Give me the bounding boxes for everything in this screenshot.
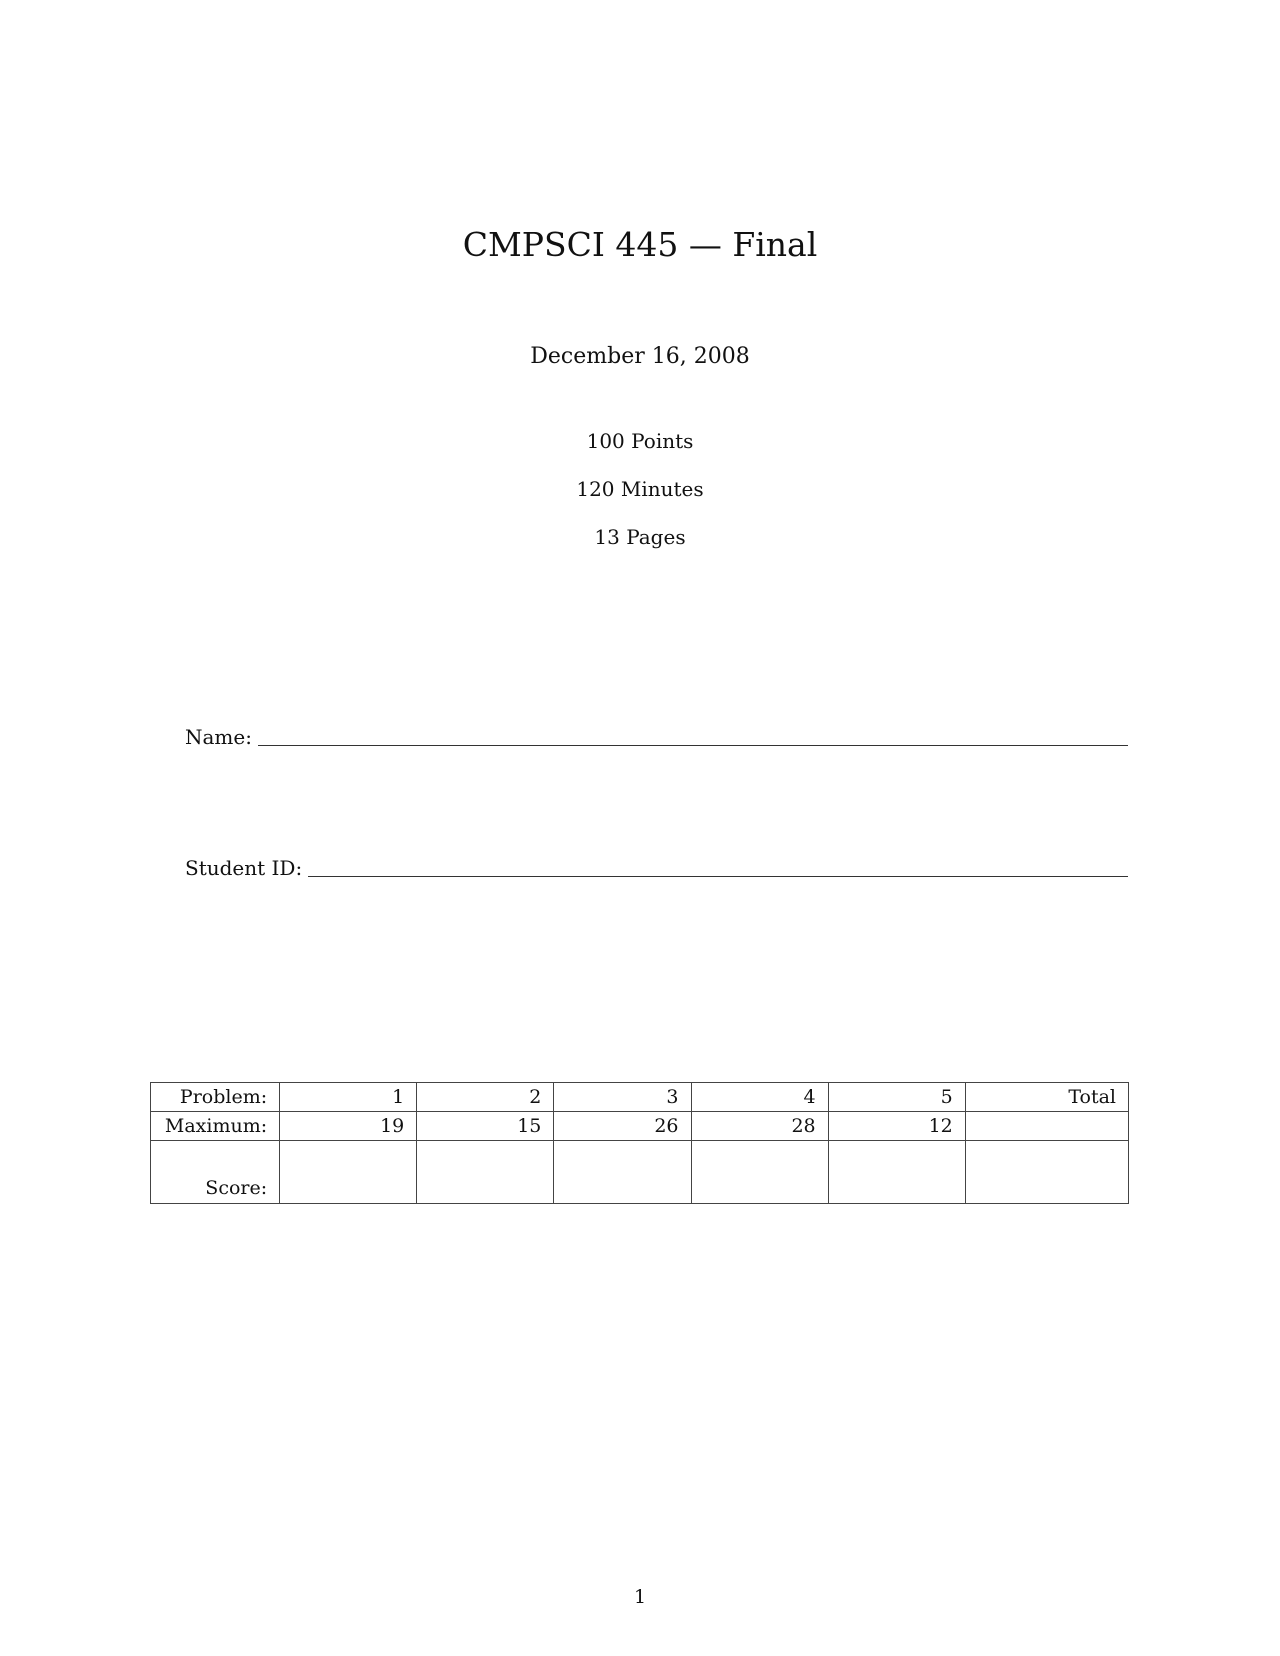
problem-number-cell: 5 <box>828 1083 965 1112</box>
maximum-points-cell: 19 <box>280 1112 417 1141</box>
total-maximum-cell <box>965 1112 1128 1141</box>
exam-page-count: 13 Pages <box>594 525 686 549</box>
name-field-row <box>185 727 1128 747</box>
score-row <box>151 1141 1129 1204</box>
page-number: 1 <box>633 1586 647 1608</box>
total-header-cell: Total <box>965 1083 1128 1112</box>
problem-number-cell: 4 <box>691 1083 828 1112</box>
exam-title: CMPSCI 445 — Final <box>462 225 818 264</box>
student-id-label: Student ID: <box>185 856 303 880</box>
total-score-cell[interactable] <box>965 1141 1128 1204</box>
score-entry-cell[interactable] <box>828 1141 965 1204</box>
maximum-row-label: Maximum: <box>151 1112 280 1141</box>
exam-points: 100 Points <box>586 429 694 453</box>
student-id-field-row <box>185 858 1128 878</box>
maximum-points-cell: 12 <box>828 1112 965 1141</box>
maximum-points-cell: 15 <box>417 1112 554 1141</box>
problem-number-cell: 3 <box>554 1083 691 1112</box>
problem-row <box>151 1083 1129 1112</box>
score-entry-cell[interactable] <box>554 1141 691 1204</box>
score-table <box>150 1082 1129 1204</box>
problem-number-cell: 1 <box>280 1083 417 1112</box>
exam-duration: 120 Minutes <box>576 477 704 501</box>
name-blank-line[interactable] <box>258 745 1128 746</box>
score-entry-cell[interactable] <box>417 1141 554 1204</box>
maximum-points-cell: 28 <box>691 1112 828 1141</box>
maximum-points-cell: 26 <box>554 1112 691 1141</box>
score-entry-cell[interactable] <box>691 1141 828 1204</box>
score-entry-cell[interactable] <box>280 1141 417 1204</box>
exam-date: December 16, 2008 <box>530 344 750 369</box>
student-id-blank-line[interactable] <box>308 876 1128 877</box>
problem-row-label: Problem: <box>151 1083 280 1112</box>
maximum-row <box>151 1112 1129 1141</box>
problem-number-cell: 2 <box>417 1083 554 1112</box>
score-row-label: Score: <box>151 1141 280 1204</box>
name-label: Name: <box>185 725 252 749</box>
